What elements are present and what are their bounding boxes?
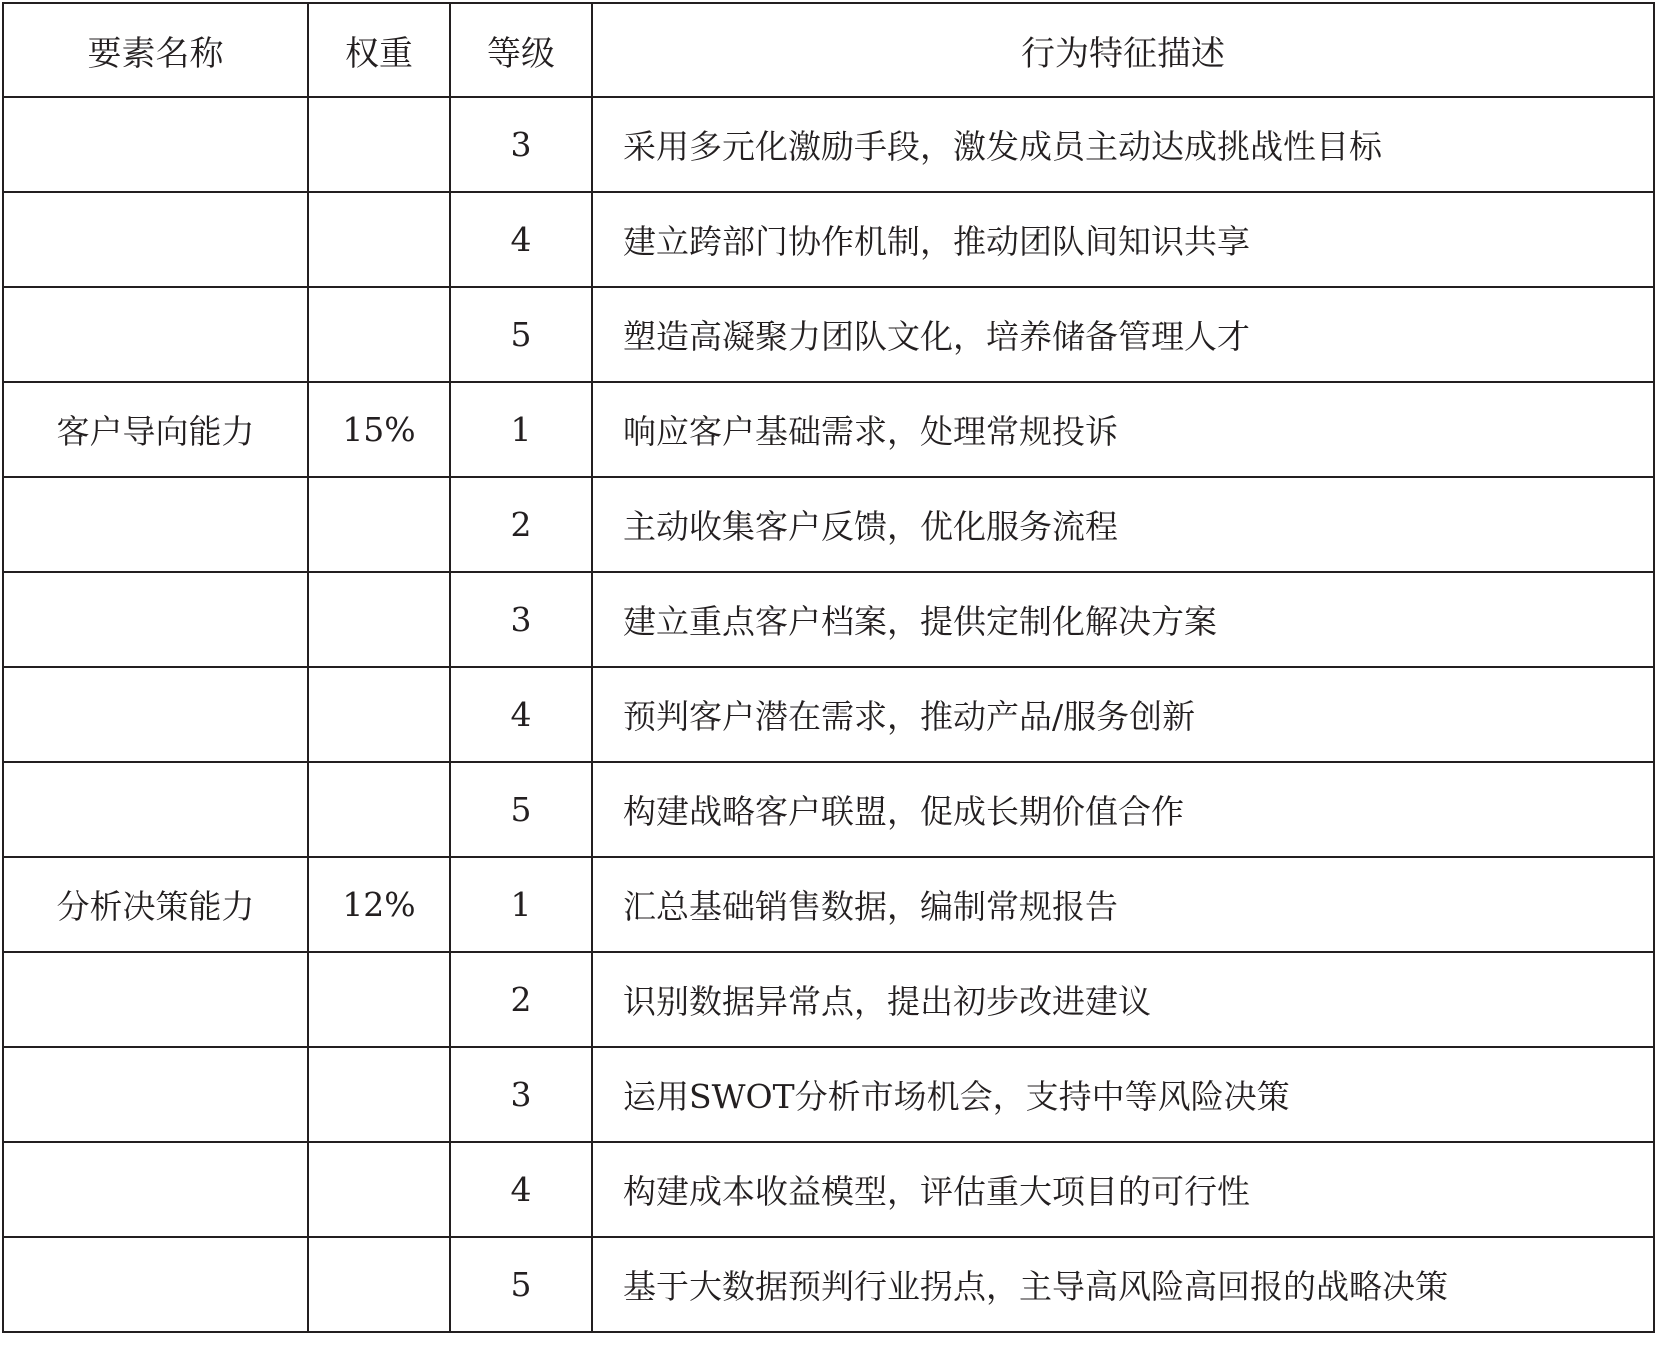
table-row	[3, 857, 1654, 952]
level-cell: 1	[450, 382, 592, 477]
description-cell: 响应客户基础需求，处理常规投诉	[592, 382, 1654, 477]
element-name-cell	[3, 572, 308, 667]
element-name-cell: 分析决策能力	[3, 857, 308, 952]
description-cell: 建立重点客户档案，提供定制化解决方案	[592, 572, 1654, 667]
table-row	[3, 1237, 1654, 1332]
weight-cell	[308, 192, 450, 287]
header-weight: 权重	[308, 3, 450, 97]
level-cell: 2	[450, 477, 592, 572]
level-cell: 1	[450, 857, 592, 952]
level-cell: 5	[450, 1237, 592, 1332]
header-row	[3, 3, 1654, 97]
table-row	[3, 952, 1654, 1047]
level-cell: 5	[450, 287, 592, 382]
element-name-cell	[3, 667, 308, 762]
table-row	[3, 192, 1654, 287]
weight-cell	[308, 762, 450, 857]
level-cell: 2	[450, 952, 592, 1047]
description-cell: 预判客户潜在需求，推动产品/服务创新	[592, 667, 1654, 762]
weight-cell	[308, 952, 450, 1047]
description-cell: 塑造高凝聚力团队文化，培养储备管理人才	[592, 287, 1654, 382]
element-name-cell	[3, 762, 308, 857]
element-name-cell	[3, 1142, 308, 1237]
weight-cell	[308, 287, 450, 382]
weight-cell	[308, 477, 450, 572]
weight-cell	[308, 572, 450, 667]
level-cell: 4	[450, 192, 592, 287]
table-row	[3, 287, 1654, 382]
weight-cell	[308, 1237, 450, 1332]
element-name-cell	[3, 1237, 308, 1332]
level-cell: 5	[450, 762, 592, 857]
description-cell: 构建成本收益模型，评估重大项目的可行性	[592, 1142, 1654, 1237]
description-cell: 主动收集客户反馈，优化服务流程	[592, 477, 1654, 572]
element-name-cell	[3, 477, 308, 572]
level-cell: 4	[450, 667, 592, 762]
element-name-cell: 客户导向能力	[3, 382, 308, 477]
header-description: 行为特征描述	[592, 3, 1654, 97]
element-name-cell	[3, 1047, 308, 1142]
element-name-cell	[3, 287, 308, 382]
weight-cell: 12%	[308, 857, 450, 952]
level-cell: 3	[450, 97, 592, 192]
table-row	[3, 382, 1654, 477]
description-cell: 构建战略客户联盟，促成长期价值合作	[592, 762, 1654, 857]
description-cell: 汇总基础销售数据，编制常规报告	[592, 857, 1654, 952]
description-cell: 建立跨部门协作机制，推动团队间知识共享	[592, 192, 1654, 287]
table-row	[3, 1142, 1654, 1237]
competency-table	[2, 2, 1655, 1333]
table-row	[3, 667, 1654, 762]
element-name-cell	[3, 192, 308, 287]
weight-cell	[308, 667, 450, 762]
description-cell: 采用多元化激励手段，激发成员主动达成挑战性目标	[592, 97, 1654, 192]
header-element-name: 要素名称	[3, 3, 308, 97]
element-name-cell	[3, 97, 308, 192]
description-cell: 运用SWOT分析市场机会，支持中等风险决策	[592, 1047, 1654, 1142]
weight-cell: 15%	[308, 382, 450, 477]
table-body	[3, 97, 1654, 1332]
table-row	[3, 477, 1654, 572]
table-row	[3, 572, 1654, 667]
description-cell: 识别数据异常点，提出初步改进建议	[592, 952, 1654, 1047]
table-row	[3, 1047, 1654, 1142]
table-row	[3, 97, 1654, 192]
weight-cell	[308, 1047, 450, 1142]
weight-cell	[308, 97, 450, 192]
element-name-cell	[3, 952, 308, 1047]
table-row	[3, 762, 1654, 857]
level-cell: 4	[450, 1142, 592, 1237]
level-cell: 3	[450, 1047, 592, 1142]
level-cell: 3	[450, 572, 592, 667]
description-cell: 基于大数据预判行业拐点，主导高风险高回报的战略决策	[592, 1237, 1654, 1332]
header-level: 等级	[450, 3, 592, 97]
weight-cell	[308, 1142, 450, 1237]
